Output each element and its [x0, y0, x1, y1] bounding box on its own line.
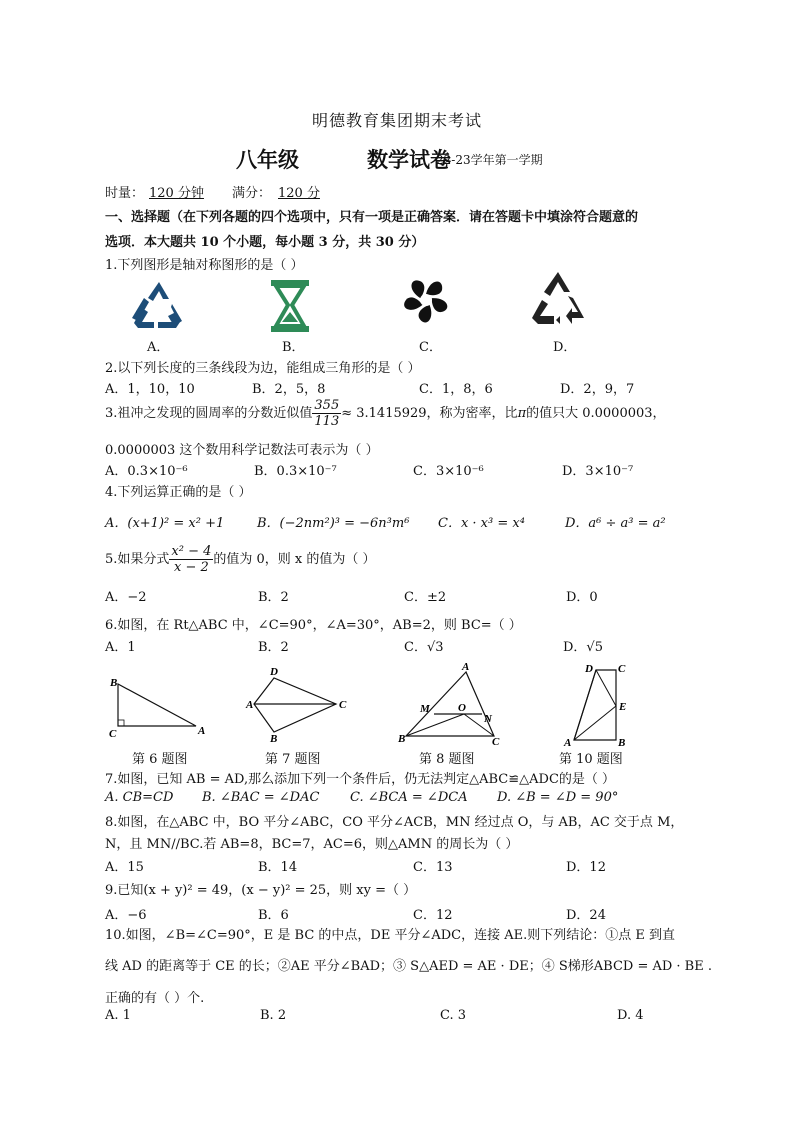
- q2-stem: 2.以下列长度的三条线段为边，能组成三角形的是（ ）: [105, 361, 421, 376]
- q7-option-d: D. ∠B = ∠D = 90°: [497, 790, 619, 805]
- figure-caption-q10: 第 10 题图: [559, 752, 623, 767]
- svg-text:C: C: [339, 699, 347, 711]
- q3-stem-b: ≈ 3.1415929，称为密率，比: [341, 406, 518, 421]
- q9-option-b: B．6: [258, 908, 289, 923]
- svg-text:A: A: [462, 661, 470, 673]
- q10-option-d: D. 4: [617, 1008, 644, 1023]
- q4-option-b: B．(−2nm²)³ = −6n³m⁶: [257, 516, 410, 531]
- q6-option-b: B．2: [258, 640, 289, 655]
- q3-line2: 0.0000003 这个数用科学记数法可表示为（ ）: [105, 443, 379, 458]
- q3-stem-c: 的值只大 0.0000003，: [526, 406, 666, 421]
- svg-text:C: C: [492, 736, 500, 746]
- svg-text:D: D: [270, 666, 278, 678]
- q10-line2: 线 AD 的距离等于 CE 的长；②AE 平分∠BAD；③ S△AED = AE · DE；④ S梯形ABCD = AD · BE .: [105, 959, 712, 974]
- q6-stem: 6.如图，在 Rt△ABC 中，∠C=90°，∠A=30°，AB=2，则 BC=（ ）: [105, 618, 522, 633]
- q1-option-c: C．: [419, 340, 442, 355]
- recycle-arrows-icon: [530, 270, 586, 330]
- q10-line3: 正确的有（ ）个.: [105, 991, 205, 1006]
- q6-option-c: C．√3: [404, 640, 444, 655]
- q4-option-d: D．a⁶ ÷ a³ = a²: [565, 516, 666, 531]
- svg-text:M: M: [420, 703, 430, 715]
- figure-caption-q7: 第 7 题图: [265, 752, 321, 767]
- q9-stem: 9.已知(x + y)² = 49，(x − y)² = 25，则 xy =（ ）: [105, 883, 417, 898]
- section-instructions-line1: 一、选择题（在下列各题的四个选项中，只有一项是正确答案．请在答题卡中填涂符合题意的: [105, 210, 639, 225]
- grade-title: 八年级: [236, 147, 299, 172]
- q3-stem: [105, 398, 666, 430]
- q10-option-b: B. 2: [260, 1008, 287, 1023]
- q8-option-b: B．14: [258, 860, 298, 875]
- q5-option-b: B．2: [258, 590, 289, 605]
- svg-text:O: O: [458, 702, 466, 714]
- time-label: 时量：: [105, 186, 145, 201]
- q2-option-a: A．1，10，10: [105, 382, 195, 397]
- q4-option-a: A．(x+1)² = x² +1: [105, 516, 225, 531]
- q4-option-c: C．x · x³ = x⁴: [438, 516, 525, 531]
- exam-org-title: 明德教育集团期末考试: [311, 111, 482, 130]
- figure-caption-q8: 第 8 题图: [419, 752, 475, 767]
- figure-q8-triangle: [396, 660, 506, 746]
- q2-option-c: C．1，8，6: [419, 382, 493, 397]
- svg-text:N: N: [484, 713, 492, 725]
- q10-option-c: C. 3: [440, 1008, 467, 1023]
- q8-option-d: D．12: [566, 860, 606, 875]
- q3-frac-den: 113: [314, 414, 340, 429]
- q3-option-d: D．3×10⁻⁷: [562, 464, 634, 479]
- q3-pi: π: [517, 406, 527, 421]
- q5-fraction: [169, 544, 213, 575]
- svg-text:B: B: [270, 733, 278, 744]
- svg-text:B: B: [398, 733, 406, 745]
- q7-option-c: C. ∠BCA = ∠DCA: [350, 790, 468, 805]
- svg-text:B: B: [618, 737, 626, 746]
- pinwheel-flower-icon: [398, 272, 454, 328]
- hourglass-icon: [268, 278, 312, 334]
- svg-text:A: A: [246, 699, 254, 711]
- svg-text:D: D: [585, 663, 593, 675]
- q5-stem-b: 的值为 0，则 x 的值为（ ）: [213, 552, 376, 567]
- q3-option-b: B．0.3×10⁻⁷: [254, 464, 337, 479]
- score-value: 120 分: [278, 186, 320, 201]
- figure-caption-q6: 第 6 题图: [132, 752, 188, 767]
- q1-option-d: D．: [553, 340, 577, 355]
- figure-q6-triangle: [104, 660, 212, 742]
- score-label: 满分：: [232, 186, 272, 201]
- q1-option-a: A．: [147, 340, 170, 355]
- q9-option-c: C．12: [413, 908, 453, 923]
- q5-option-a: A．−2: [105, 590, 147, 605]
- figure-q7-kite: [244, 662, 354, 744]
- q10-line1: 10.如图，∠B=∠C=90°，E 是 BC 的中点，DE 平分∠ADC，连接 AE.则下列结论：①点 E 到直: [105, 928, 676, 943]
- q3-stem-a: 3.祖冲之发现的圆周率的分数近似值: [105, 406, 313, 421]
- q8-line2: N，且 MN//BC.若 AB=8，BC=7，AC=6，则△AMN 的周长为（ ）: [105, 837, 519, 852]
- q5-frac-num: x² − 4: [171, 544, 212, 559]
- q6-option-d: D．√5: [563, 640, 603, 655]
- q3-option-a: A．0.3×10⁻⁶: [105, 464, 188, 479]
- recycle-icon: [128, 278, 190, 334]
- q2-option-d: D．2，9，7: [560, 382, 635, 397]
- q9-option-a: A．−6: [105, 908, 147, 923]
- svg-text:A: A: [198, 725, 206, 737]
- q10-option-a: A. 1: [105, 1008, 131, 1023]
- q8-option-a: A．15: [105, 860, 144, 875]
- q2-option-b: B．2，5，8: [252, 382, 326, 397]
- svg-text:A: A: [564, 737, 572, 746]
- figure-q10-trapezoid: [560, 660, 640, 746]
- q3-option-c: C．3×10⁻⁶: [413, 464, 484, 479]
- term-label: 22-23学年第一学期: [436, 153, 543, 167]
- subject-title: 数学试卷: [367, 147, 451, 172]
- svg-text:B: B: [110, 677, 118, 689]
- q9-option-d: D．24: [566, 908, 606, 923]
- time-value: 120 分钟: [149, 186, 204, 201]
- q5-stem: [105, 544, 376, 576]
- svg-text:E: E: [619, 701, 627, 713]
- svg-text:C: C: [618, 663, 626, 675]
- q5-option-c: C．±2: [404, 590, 447, 605]
- q3-frac-num: 355: [314, 398, 340, 413]
- q8-option-c: C．13: [413, 860, 453, 875]
- q1-option-b: B．: [282, 340, 305, 355]
- q5-frac-den: x − 2: [174, 560, 209, 575]
- q4-stem: 4.下列运算正确的是（ ）: [105, 485, 252, 500]
- q7-option-a: A. CB=CD: [105, 790, 174, 805]
- q6-option-a: A．1: [105, 640, 136, 655]
- q5-stem-a: 5.如果分式: [105, 552, 170, 567]
- q8-line1: 8.如图，在△ABC 中，BO 平分∠ABC，CO 平分∠ACB，MN 经过点 O，与 AB，AC 交于点 M，: [105, 815, 684, 830]
- q7-stem: 7.如图，已知 AB = AD,那么添加下列一个条件后，仍无法判定△ABC≌△ADC的是（ ）: [105, 772, 616, 787]
- svg-text:C: C: [109, 728, 117, 740]
- section-instructions-line2: 选项．本大题共 10 个小题，每小题 3 分，共 30 分）: [105, 235, 425, 250]
- q3-fraction: [312, 398, 341, 429]
- q1-stem: 1.下列图形是轴对称图形的是（ ）: [105, 258, 304, 273]
- q7-option-b: B. ∠BAC = ∠DAC: [202, 790, 320, 805]
- q5-option-d: D．0: [566, 590, 598, 605]
